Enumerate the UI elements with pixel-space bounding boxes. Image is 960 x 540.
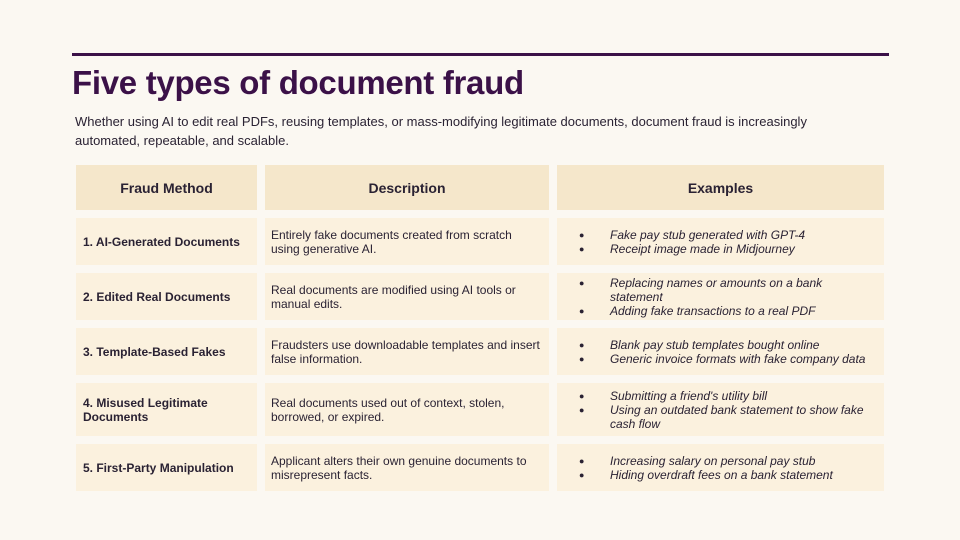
table-cell-description: Real documents are modified using AI tools or manual edits.	[265, 273, 549, 320]
table-cell-examples	[557, 328, 884, 375]
example-item: ● Generic invoice formats with fake company data	[579, 352, 876, 366]
table-cell-description: Entirely fake documents created from scratch using generative AI.	[265, 218, 549, 265]
examples-list	[579, 276, 876, 318]
example-item: ● Replacing names or amounts on a bank statement	[579, 276, 876, 304]
table-cell-examples	[557, 383, 884, 436]
examples-list	[579, 338, 876, 366]
examples-list	[579, 454, 876, 482]
top-divider	[72, 53, 889, 56]
example-item: ● Fake pay stub generated with GPT-4	[579, 228, 876, 242]
table-cell-method: 3. Template-Based Fakes	[76, 328, 257, 375]
example-item: ● Increasing salary on personal pay stub	[579, 454, 876, 468]
table-cell-method: 1. AI-Generated Documents	[76, 218, 257, 265]
example-item: ● Receipt image made in Midjourney	[579, 242, 876, 256]
page-title: Five types of document fraud	[72, 64, 524, 101]
column-header-fraud-method: Fraud Method	[76, 165, 257, 210]
examples-list	[579, 228, 876, 256]
example-item: ● Using an outdated bank statement to show fake cash flow	[579, 403, 876, 431]
examples-list	[579, 389, 876, 431]
column-header-examples: Examples	[557, 165, 884, 210]
table-cell-description: Fraudsters use downloadable templates and insert false information.	[265, 328, 549, 375]
table-cell-examples	[557, 218, 884, 265]
example-item: ● Hiding overdraft fees on a bank statement	[579, 468, 876, 482]
example-item: ● Submitting a friend's utility bill	[579, 389, 876, 403]
table-cell-method: 5. First-Party Manipulation	[76, 444, 257, 491]
table-cell-examples	[557, 273, 884, 320]
example-item: ● Adding fake transactions to a real PDF	[579, 304, 876, 318]
table-cell-description: Real documents used out of context, stolen, borrowed, or expired.	[265, 383, 549, 436]
table-cell-description: Applicant alters their own genuine documents to misrepresent facts.	[265, 444, 549, 491]
table-cell-method: 2. Edited Real Documents	[76, 273, 257, 320]
page-subtitle: Whether using AI to edit real PDFs, reusing templates, or mass-modifying legitimate documents, document fraud is increasingly automated, repeatable, and scalable.	[75, 114, 807, 148]
example-item: ● Blank pay stub templates bought online	[579, 338, 876, 352]
column-header-description: Description	[265, 165, 549, 210]
table-cell-method: 4. Misused Legitimate Documents	[76, 383, 257, 436]
table-cell-examples	[557, 444, 884, 491]
